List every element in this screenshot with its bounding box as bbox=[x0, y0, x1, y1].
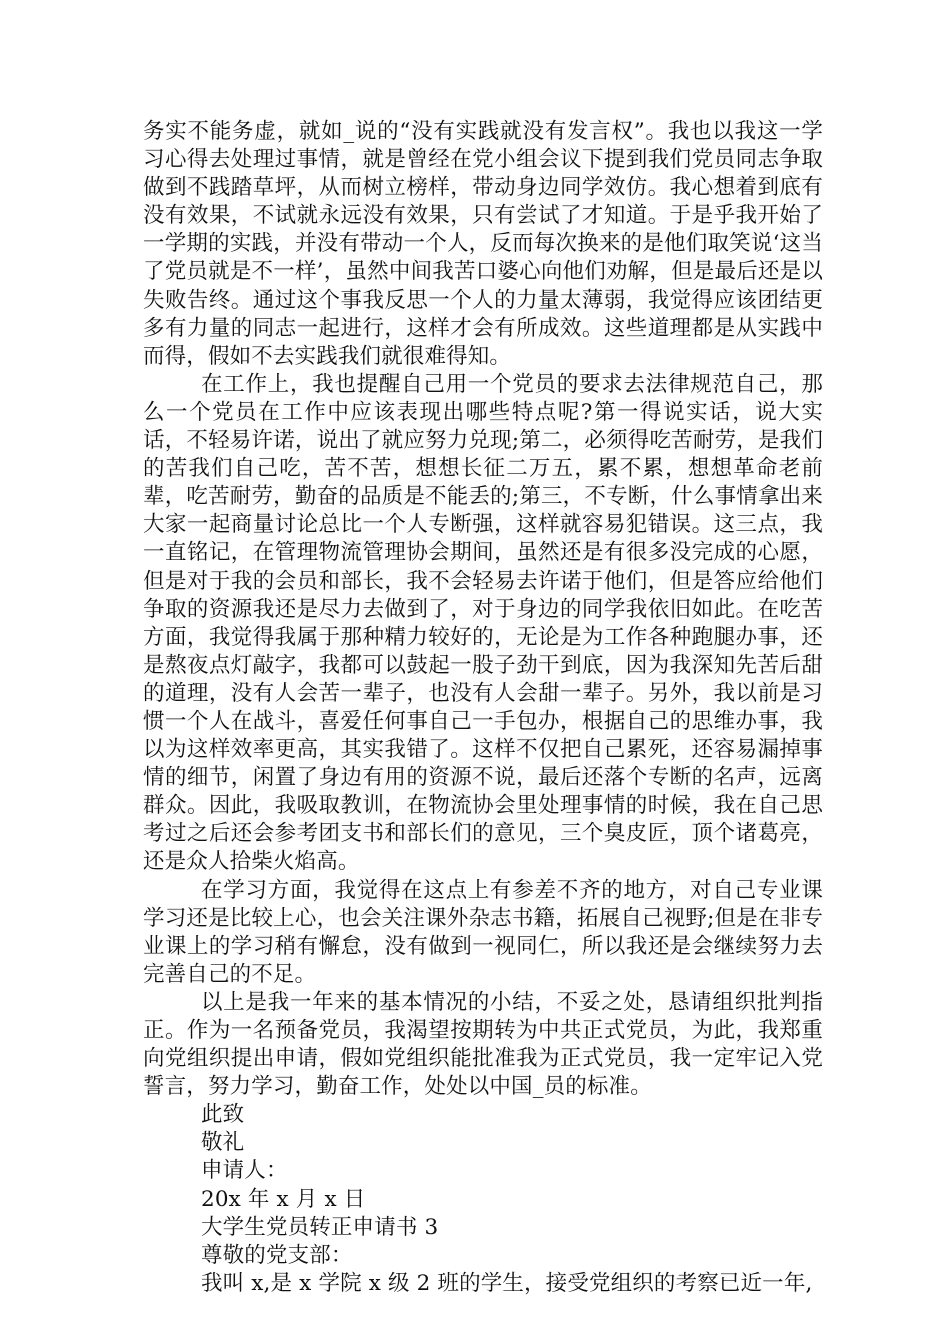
next-section-title: 大学生党员转正申请书 3 bbox=[201, 1214, 439, 1240]
closing-greeting-2: 敬礼 bbox=[201, 1130, 245, 1156]
salutation: 尊敬的党支部： bbox=[201, 1242, 353, 1268]
document-body bbox=[143, 118, 823, 1298]
closing-greeting-1: 此致 bbox=[201, 1102, 245, 1128]
paragraph-work: 在工作上，我也提醒自己用一个党员的要求去法律规范自己，那么一个党员在工作中应该表现出哪些特点呢?第一得说实话，说大实话，不轻易许诺，说出了就应努力兑现;第二，必须得吃苦耐劳，是我们的苦我们自己吃，苦不苦，想想长征二万五，累不累，想想革命老前辈，吃苦耐劳，勤奋的品质是不能丢的;第三，不专断，什么事情拿出来大家一起商量讨论总比一个人专断强，这样就容易犯错误。这三点，我一直铭记，在管理物流管理协会期间，虽然还是有很多没完成的心愿，但是对于我的会员和部长，我不会轻易去许诺于他们，但是答应给他们争取的资源我还是尽力去做到了，对于身边的同学我依旧如此。在吃苦方面，我觉得我属于那种精力较好的，无论是为工作各种跑腿办事，还是熬夜点灯敲字，我都可以鼓起一股子劲干到底，因为我深知先苦后甜的道理，没有人会苦一辈子，也没有人会甜一辈子。另外，我以前是习惯一个人在战斗，喜爱任何事自己一手包办，根据自己的思维办事，我以为这样效率更高，其实我错了。这样不仅把自己累死，还容易漏掉事情的细节，闲置了身边有用的资源不说，最后还落个专断的名声，远离群众。因此，我吸取教训，在物流协会里处理事情的时候，我在自己思考过之后还会参考团支书和部长们的意见，三个臭皮匠，顶个诸葛亮，还是众人拾柴火焰高。 bbox=[143, 371, 823, 875]
paragraph-study: 在学习方面，我觉得在这点上有参差不齐的地方，对自己专业课学习还是比较上心，也会关注课外杂志书籍，拓展自己视野;但是在非专业课上的学习稍有懈怠，没有做到一视同仁，所以我还是会继续努力去完善自己的不足。 bbox=[143, 877, 823, 987]
date-line: 20x 年 x 月 x 日 bbox=[201, 1186, 366, 1212]
paragraph-practice: 务实不能务虚，就如_说的“没有实践就没有发言权”。我也以我这一学习心得去处理过事情，就是曾经在党小组会议下提到我们党员同志争取做到不践踏草坪，从而树立榜样，带动身边同学效仿。我心想着到底有没有效果，不试就永远没有效果，只有尝试了才知道。于是乎我开始了一学期的实践，并没有带动一个人，反而每次换来的是他们取笑说‘这当了党员就是不一样’，虽然中间我苦口婆心向他们劝解，但是最后还是以失败告终。通过这个事我反思一个人的力量太薄弱，我觉得应该团结更多有力量的同志一起进行，这样才会有所成效。这些道理都是从实践中而得，假如不去实践我们就很难得知。 bbox=[143, 119, 823, 369]
opening-line: 我叫 x,是 x 学院 x 级 2 班的学生，接受党组织的考察已近一年, bbox=[201, 1270, 813, 1296]
applicant-label: 申请人： bbox=[201, 1158, 288, 1184]
paragraph-summary: 以上是我一年来的基本情况的小结，不妥之处，恳请组织批判指正。作为一名预备党员，我渴望按期转为中共正式党员，为此，我郑重向党组织提出申请，假如党组织能批准我为正式党员，我一定牢记入党誓言，努力学习，勤奋工作，处处以中国_员的标准。 bbox=[143, 989, 823, 1100]
